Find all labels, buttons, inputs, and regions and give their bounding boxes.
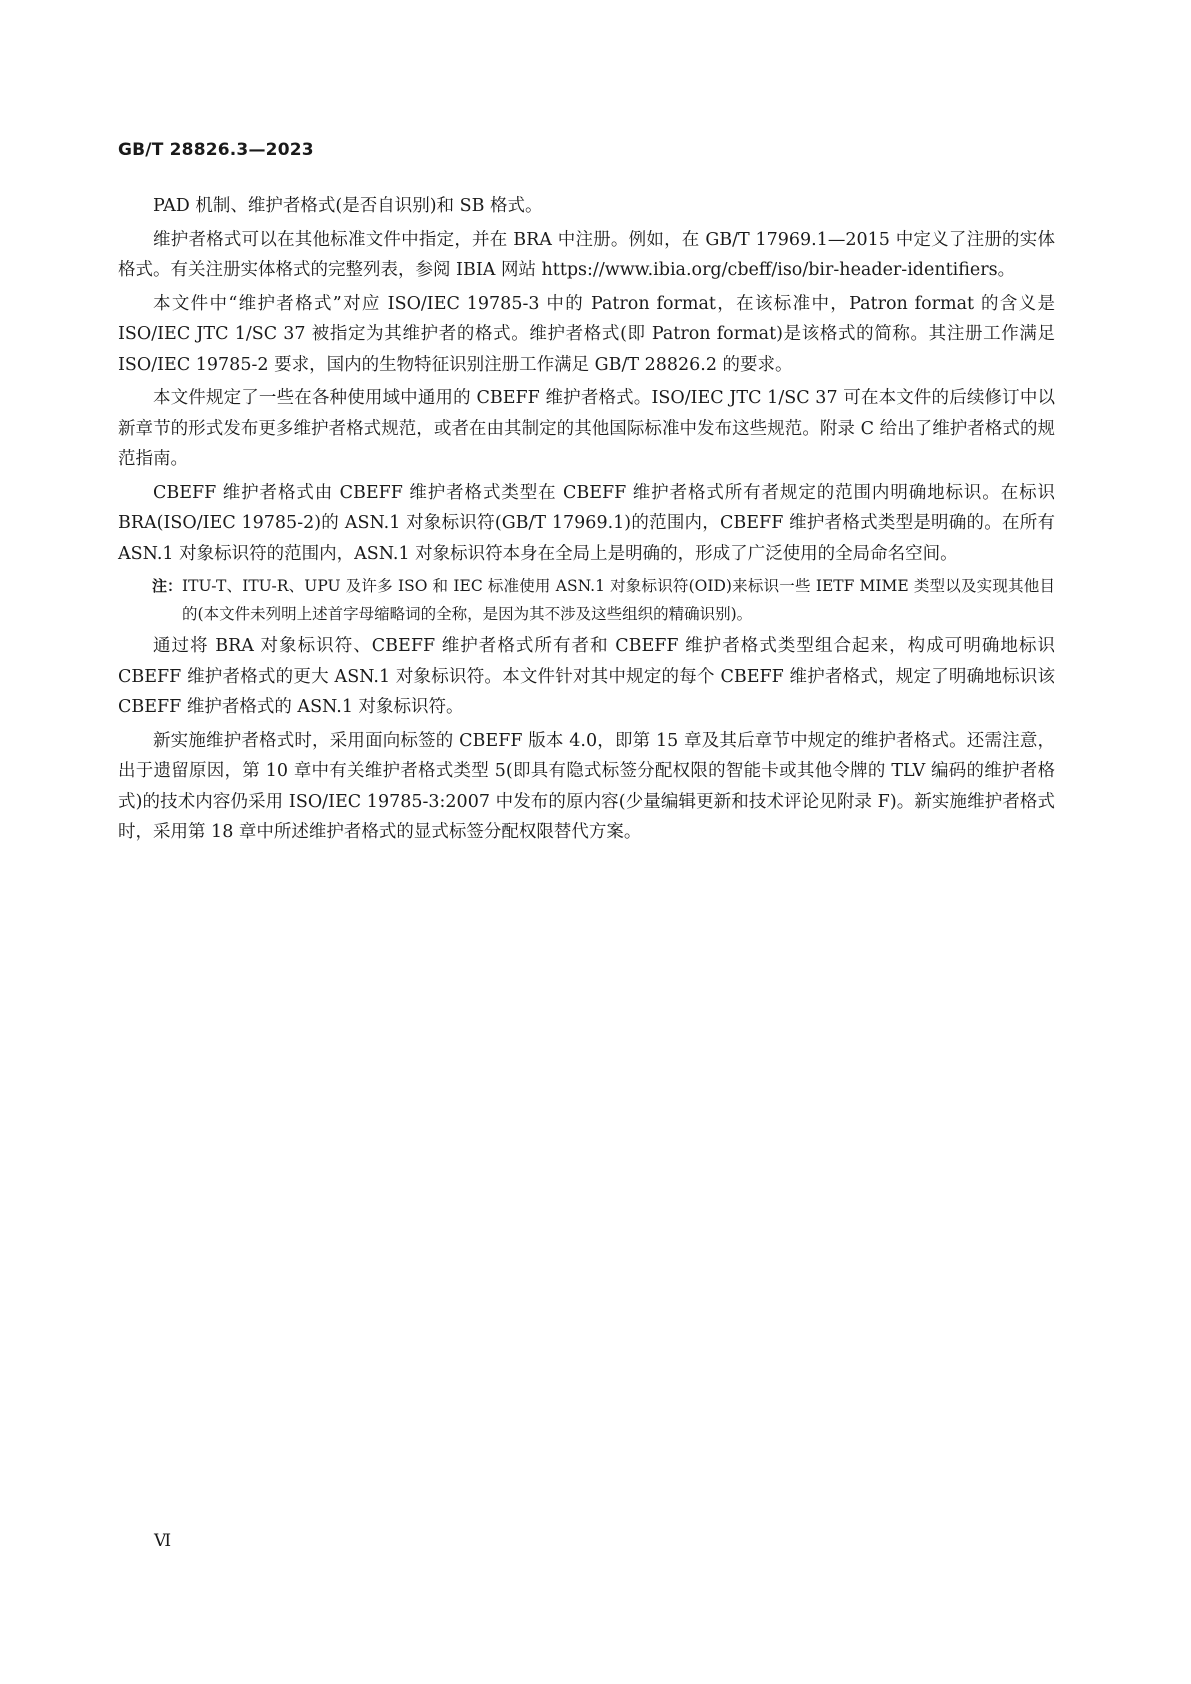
paragraph: CBEFF 维护者格式由 CBEFF 维护者格式类型在 CBEFF 维护者格式所有者规定的范围内明确地标识。在标识 BRA(ISO/IEC 19785-2)的 ASN.1 对象标识符(GB/T 17969.1)的范围内，CBEFF 维护者格式类型是明确的。在所有 ASN.1 对象标识符的范围内，ASN.1 对象标识符本身在全局上是明确的，形成了广泛使用的全局命名空间。 [118,482,1055,564]
standard-number: GB/T 28826.3—2023 [118,140,314,160]
note [152,572,1055,628]
note-text: ITU-T、ITU-R、UPU 及许多 ISO 和 IEC 标准使用 ASN.1 对象标识符(OID)来标识一些 IETF MIME 类型以及实现其他目的(本文件未列明上述首字母缩略词的全称，是因为其不涉及这些组织的精确识别)。 [182,577,1055,623]
paragraph: 通过将 BRA 对象标识符、CBEFF 维护者格式所有者和 CBEFF 维护者格式类型组合起来，构成可明确地标识 CBEFF 维护者格式的更大 ASN.1 对象标识符。本文件针对其中规定的每个 CBEFF 维护者格式，规定了明确地标识该 CBEFF 维护者格式的 ASN.1 对象标识符。 [118,636,1055,717]
document-body [118,191,1055,851]
paragraph: PAD 机制、维护者格式(是否自识别)和 SB 格式。 [153,196,543,216]
paragraph: 新实施维护者格式时，采用面向标签的 CBEFF 版本 4.0，即第 15 章及其后章节中规定的维护者格式。还需注意，出于遗留原因，第 10 章中有关维护者格式类型 5(即具有隐式标签分配权限的智能卡或其他令牌的 TLV 编码的维护者格式)的技术内容仍采用 ISO/IEC 19785-3:2007 中发布的原内容(少量编辑更新和技术评论见附录 F)。新实施维护者格式时，采用第 18 章中所述维护者格式的显式标签分配权限替代方案。 [118,730,1055,842]
note-label: 注： [152,577,183,595]
paragraph: 本文件中“维护者格式”对应 ISO/IEC 19785-3 中的 Patron format，在该标准中，Patron format 的含义是 ISO/IEC JTC 1/SC 37 被指定为其维护者的格式。维护者格式(即 Patron format)是该格式的简称。其注册工作满足 ISO/IEC 19785-2 要求，国内的生物特征识别注册工作满足 GB/T 28826.2 的要求。 [118,293,1055,375]
paragraph: 维护者格式可以在其他标准文件中指定，并在 BRA 中注册。例如，在 GB/T 17969.1—2015 中定义了注册的实体格式。有关注册实体格式的完整列表，参阅 IBIA 网站 https://www.ibia.org/cbeff/iso/bir-header-identifiers。 [118,229,1055,280]
page-number: Ⅵ [154,1531,172,1551]
paragraph: 本文件规定了一些在各种使用域中通用的 CBEFF 维护者格式。ISO/IEC JTC 1/SC 37 可在本文件的后续修订中以新章节的形式发布更多维护者格式规范，或者在由其制定的其他国际标准中发布这些规范。附录 C 给出了维护者格式的规范指南。 [118,388,1055,469]
